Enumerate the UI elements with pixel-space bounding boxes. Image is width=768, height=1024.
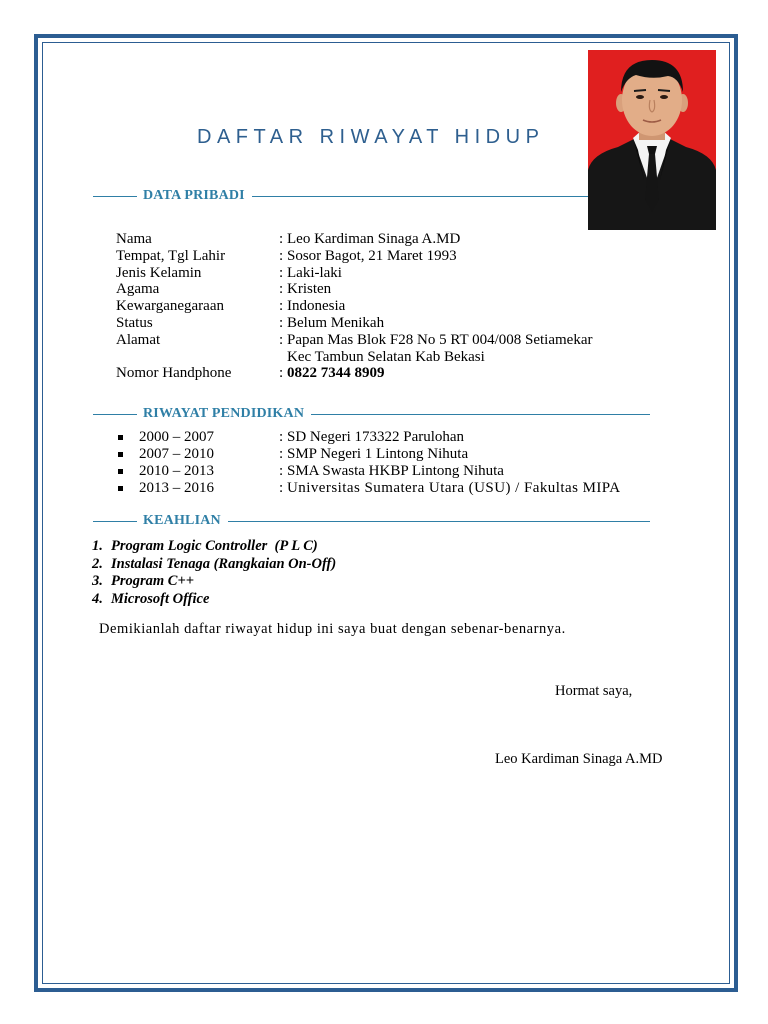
row-value: Sosor Bagot, 21 Maret 1993 bbox=[287, 247, 457, 264]
heading-rule-right bbox=[252, 196, 588, 197]
row-separator: : bbox=[279, 365, 284, 382]
education-years: 2000 – 2007 bbox=[139, 429, 214, 445]
row-label: Kewarganegaraan bbox=[116, 298, 224, 315]
row-value: 0822 7344 8909 bbox=[287, 365, 385, 382]
row-separator: : bbox=[279, 429, 284, 445]
education-school: Universitas Sumatera Utara (USU) / Fakultas MIPA bbox=[287, 480, 621, 496]
signature-name: Leo Kardiman Sinaga A.MD bbox=[495, 751, 663, 767]
section-heading-personal bbox=[93, 187, 588, 205]
row-value: Laki-laki bbox=[287, 264, 342, 281]
personal-row-phone bbox=[116, 365, 636, 382]
skill-text: Program C++ bbox=[111, 573, 194, 590]
skill-text: Microsoft Office bbox=[111, 591, 210, 608]
bullet-icon bbox=[118, 452, 123, 457]
row-label: Status bbox=[116, 314, 153, 331]
skill-number: 1. bbox=[92, 538, 103, 554]
heading-text: DATA PRIBADI bbox=[143, 188, 245, 203]
personal-row-status bbox=[116, 315, 636, 332]
row-value: Leo Kardiman Sinaga A.MD bbox=[287, 231, 461, 247]
personal-row-religion bbox=[116, 281, 636, 298]
row-separator: : bbox=[279, 298, 284, 315]
row-label: Nama bbox=[116, 231, 152, 247]
row-separator: : bbox=[279, 247, 284, 264]
row-separator: : bbox=[279, 446, 284, 462]
closing-statement: Demikianlah daftar riwayat hidup ini saya buat dengan sebenar-benarnya. bbox=[99, 621, 566, 637]
personal-data-table bbox=[116, 231, 636, 382]
education-years: 2010 – 2013 bbox=[139, 463, 214, 479]
list-item bbox=[92, 538, 492, 556]
row-value: Belum Menikah bbox=[287, 314, 385, 331]
education-school: SD Negeri 173322 Parulohan bbox=[287, 429, 465, 445]
skill-number: 3. bbox=[92, 573, 103, 590]
list-item bbox=[92, 573, 492, 591]
education-school: SMP Negeri 1 Lintong Nihuta bbox=[287, 446, 469, 462]
row-value: Papan Mas Blok F28 No 5 RT 004/008 Setiamekar bbox=[287, 331, 593, 348]
education-list bbox=[118, 429, 658, 497]
row-separator: : bbox=[279, 264, 284, 281]
document-title: DAFTAR RIWAYAT HIDUP bbox=[197, 126, 545, 148]
list-item bbox=[92, 556, 492, 574]
personal-row-address-line2 bbox=[116, 349, 636, 366]
heading-rule-right bbox=[311, 414, 650, 415]
row-label: Jenis Kelamin bbox=[116, 264, 202, 281]
bullet-icon bbox=[118, 435, 123, 440]
list-item bbox=[118, 480, 658, 497]
row-separator: : bbox=[279, 314, 284, 331]
row-label: Nomor Handphone bbox=[116, 365, 232, 382]
education-school: SMA Swasta HKBP Lintong Nihuta bbox=[287, 463, 504, 479]
education-years: 2007 – 2010 bbox=[139, 446, 214, 462]
bullet-icon bbox=[118, 486, 123, 491]
heading-text: KEAHLIAN bbox=[143, 513, 221, 528]
heading-rule-left bbox=[93, 196, 137, 197]
list-item bbox=[118, 446, 658, 463]
skill-text: Program Logic Controller (P L C) bbox=[111, 538, 318, 554]
section-heading-education bbox=[93, 405, 650, 423]
skills-list bbox=[92, 538, 492, 609]
row-label: Tempat, Tgl Lahir bbox=[116, 247, 226, 264]
heading-rule-left bbox=[93, 414, 137, 415]
education-years: 2013 – 2016 bbox=[139, 480, 214, 496]
row-separator: : bbox=[279, 480, 284, 496]
closing-salutation: Hormat saya, bbox=[555, 683, 633, 699]
list-item bbox=[118, 463, 658, 480]
heading-text: RIWAYAT PENDIDIKAN bbox=[143, 406, 305, 421]
row-separator: : bbox=[279, 463, 284, 479]
list-item bbox=[118, 429, 658, 446]
row-value: Kristen bbox=[287, 281, 332, 298]
personal-row-birth bbox=[116, 248, 636, 265]
heading-rule-right bbox=[228, 521, 650, 522]
row-separator: : bbox=[279, 331, 284, 348]
list-item bbox=[92, 591, 492, 609]
personal-row-address bbox=[116, 332, 636, 349]
row-value: Kec Tambun Selatan Kab Bekasi bbox=[287, 348, 485, 365]
row-separator: : bbox=[279, 231, 284, 247]
skill-number: 2. bbox=[92, 555, 103, 572]
heading-rule-left bbox=[93, 521, 137, 522]
profile-photo-image bbox=[588, 50, 716, 230]
skill-text: Instalasi Tenaga (Rangkaian On-Off) bbox=[111, 555, 337, 572]
row-separator: : bbox=[279, 281, 284, 298]
row-label: Agama bbox=[116, 281, 160, 298]
personal-row-gender bbox=[116, 265, 636, 282]
section-heading-skills bbox=[93, 512, 650, 530]
bullet-icon bbox=[118, 469, 123, 474]
personal-row-name bbox=[116, 231, 636, 248]
personal-row-nationality bbox=[116, 298, 636, 315]
row-value: Indonesia bbox=[287, 298, 346, 315]
row-label: Alamat bbox=[116, 331, 161, 348]
profile-photo bbox=[588, 50, 716, 230]
skill-number: 4. bbox=[92, 591, 103, 608]
